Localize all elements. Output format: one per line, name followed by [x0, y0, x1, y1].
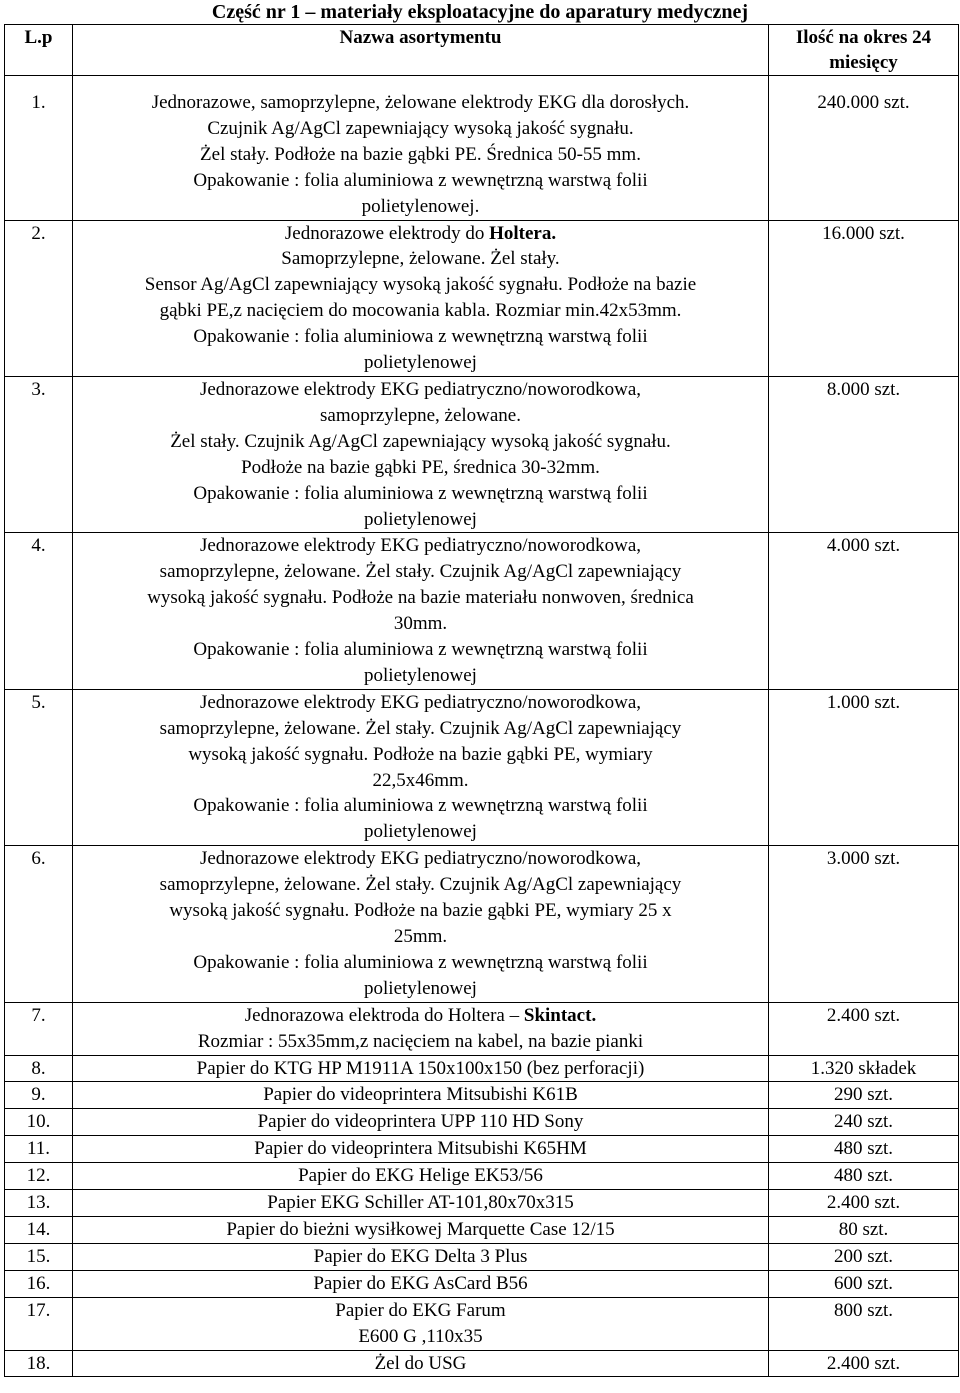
- row-desc-line: 25mm.: [393, 926, 448, 947]
- row-description: [73, 376, 769, 532]
- row-desc-line: [75, 1003, 766, 1029]
- row-qty: 8.000 szt.: [769, 376, 959, 532]
- row-qty: 240 szt.: [769, 1109, 959, 1136]
- row-desc-line: Podłoże na bazie gąbki PE, średnica 30-32mm.: [241, 456, 600, 478]
- table-row: [5, 846, 959, 1002]
- row-qty: 600 szt.: [769, 1270, 959, 1297]
- row-description: Papier do EKG Delta 3 Plus: [73, 1243, 769, 1270]
- row-lp: 3.: [5, 376, 73, 532]
- row-desc-line: Opakowanie : folia aluminiowa z wewnętrzną warstwą folii: [193, 951, 648, 973]
- row-lp: 12.: [5, 1163, 73, 1190]
- table-row: [5, 1082, 959, 1109]
- row-description: Papier do KTG HP M1911A 150x100x150 (bez perforacji): [73, 1055, 769, 1082]
- row-lp: 6.: [5, 846, 73, 1002]
- row-qty: 240.000 szt.: [769, 90, 959, 220]
- table-row: [5, 90, 959, 220]
- row-desc-line: samoprzylepne, żelowane. Żel stały. Czujnik Ag/AgCl zapewniający: [159, 874, 682, 896]
- header-lp: L.p: [5, 25, 73, 76]
- row-desc-line: Żel stały. Czujnik Ag/AgCl zapewniający wysoką jakość sygnału.: [170, 430, 671, 452]
- row-desc-line: 30mm.: [393, 613, 448, 635]
- table-row: [5, 1163, 959, 1190]
- row-lp: 9.: [5, 1082, 73, 1109]
- row-qty: 2.400 szt.: [769, 1190, 959, 1217]
- table-row: [5, 1136, 959, 1163]
- table-row: [5, 533, 959, 689]
- row-desc-line: Jednorazowe elektrody EKG pediatryczno/noworodkowa,: [199, 535, 642, 557]
- table-row: [5, 1055, 959, 1082]
- row-description: [73, 220, 769, 376]
- row-desc-line: 22,5x46mm.: [372, 769, 469, 791]
- row-desc-line: samoprzylepne, żelowane. Żel stały. Czujnik Ag/AgCl zapewniający: [159, 561, 682, 583]
- table-row: [5, 1216, 959, 1243]
- row-desc-line: Opakowanie : folia aluminiowa z wewnętrzną warstwą folii: [193, 169, 648, 191]
- row-desc-line: polietylenowej: [364, 821, 477, 843]
- row-desc-bold: Holtera.: [489, 222, 557, 244]
- row-desc-line: polietylenowej: [364, 664, 477, 686]
- row-lp: 7.: [5, 1002, 73, 1055]
- row-lp: 15.: [5, 1243, 73, 1270]
- table-row: [5, 689, 959, 845]
- row-desc-line: samoprzylepne, żelowane. Żel stały. Czujnik Ag/AgCl zapewniający: [159, 717, 682, 739]
- row-description: Papier EKG Schiller AT-101,80x70x315: [73, 1190, 769, 1217]
- header-qty: [769, 25, 959, 76]
- header-name: Nazwa asortymentu: [73, 25, 769, 76]
- row-qty: 4.000 szt.: [769, 533, 959, 689]
- document-title: Część nr 1 – materiały eksploatacyjne do aparatury medycznej: [211, 1, 749, 23]
- row-desc-line: [75, 221, 766, 247]
- row-desc-line: wysoką jakość sygnału. Podłoże na bazie materiału nonwoven, średnica: [147, 587, 694, 609]
- row-description: Papier do bieżni wysiłkowej Marquette Case 12/15: [73, 1216, 769, 1243]
- row-qty: 1.320 składek: [769, 1055, 959, 1082]
- row-lp: 4.: [5, 533, 73, 689]
- table-row: [5, 1297, 959, 1350]
- row-lp: 10.: [5, 1109, 73, 1136]
- row-lp: 2.: [5, 220, 73, 376]
- row-desc-prefix: Jednorazowe elektrody do: [284, 222, 490, 244]
- table-row: [5, 1109, 959, 1136]
- row-description: [73, 846, 769, 1002]
- row-desc-line: Sensor Ag/AgCl zapewniający wysoką jakość sygnału. Podłoże na bazie: [144, 274, 697, 296]
- items-table: [4, 24, 959, 1377]
- row-lp: 5.: [5, 689, 73, 845]
- row-desc-line: Samoprzylepne, żelowane. Żel stały.: [281, 248, 560, 270]
- row-qty: 2.400 szt.: [769, 1350, 959, 1377]
- row-qty: 290 szt.: [769, 1082, 959, 1109]
- row-desc-line: Rozmiar : 55x35mm,z nacięciem na kabel, na bazie pianki: [197, 1030, 644, 1052]
- row-desc-line: gąbki PE,z nacięciem do mocowania kabla. Rozmiar min.42x53mm.: [159, 300, 682, 322]
- row-desc-prefix: Jednorazowa elektroda do Holtera –: [244, 1004, 524, 1026]
- row-desc-line: polietylenowej.: [361, 195, 480, 217]
- row-lp: 14.: [5, 1216, 73, 1243]
- row-desc-line: polietylenowej: [364, 508, 477, 530]
- row-description: [73, 1297, 769, 1350]
- row-description: [73, 533, 769, 689]
- table-row: [5, 1243, 959, 1270]
- row-lp: 8.: [5, 1055, 73, 1082]
- row-qty: 1.000 szt.: [769, 689, 959, 845]
- row-description: Papier do videoprintera Mitsubishi K61B: [73, 1082, 769, 1109]
- row-qty: 80 szt.: [769, 1216, 959, 1243]
- row-lp: 1.: [5, 90, 73, 220]
- row-lp: 16.: [5, 1270, 73, 1297]
- row-lp: 13.: [5, 1190, 73, 1217]
- row-qty: 16.000 szt.: [769, 220, 959, 376]
- row-desc-line: wysoką jakość sygnału. Podłoże na bazie gąbki PE, wymiary: [188, 743, 653, 765]
- header-spacer-row: [5, 76, 959, 91]
- row-desc-line: polietylenowej: [364, 352, 477, 374]
- row-lp: 11.: [5, 1136, 73, 1163]
- row-desc-line: polietylenowej: [364, 977, 477, 999]
- row-qty: 2.400 szt.: [769, 1002, 959, 1055]
- row-qty: 480 szt.: [769, 1163, 959, 1190]
- table-row: [5, 1270, 959, 1297]
- row-desc-line: Żel stały. Podłoże na bazie gąbki PE. Średnica 50-55 mm.: [200, 143, 641, 165]
- row-desc-line: Jednorazowe elektrody EKG pediatryczno/noworodkowa,: [199, 848, 642, 870]
- table-header-row: [5, 25, 959, 76]
- row-qty: 480 szt.: [769, 1136, 959, 1163]
- row-desc-line: Czujnik Ag/AgCl zapewniający wysoką jakość sygnału.: [207, 117, 634, 139]
- header-qty-line1: Ilość na okres 24: [795, 27, 932, 48]
- row-desc-line: E600 G ,110x35: [358, 1325, 483, 1347]
- row-description: [73, 1002, 769, 1055]
- row-description: [73, 689, 769, 845]
- row-description: Papier do EKG AsCard B56: [73, 1270, 769, 1297]
- row-lp: 18.: [5, 1350, 73, 1377]
- row-desc-line: Opakowanie : folia aluminiowa z wewnętrzną warstwą folii: [193, 326, 648, 348]
- row-desc-line: samoprzylepne, żelowane.: [320, 404, 521, 426]
- row-desc-line: Opakowanie : folia aluminiowa z wewnętrzną warstwą folii: [193, 639, 648, 661]
- row-desc-line: Opakowanie : folia aluminiowa z wewnętrzną warstwą folii: [193, 482, 648, 504]
- row-qty: 3.000 szt.: [769, 846, 959, 1002]
- row-desc-line: wysoką jakość sygnału. Podłoże na bazie gąbki PE, wymiary 25 x: [169, 900, 672, 922]
- table-row: [5, 220, 959, 376]
- header-qty-line2: miesięcy: [829, 52, 898, 73]
- row-desc-bold: Skintact.: [523, 1004, 597, 1026]
- table-row: [5, 1002, 959, 1055]
- row-description: [73, 90, 769, 220]
- row-desc-line: Jednorazowe elektrody EKG pediatryczno/noworodkowa,: [199, 378, 642, 400]
- row-description: Żel do USG: [73, 1350, 769, 1377]
- row-description: Papier do EKG Helige EK53/56: [73, 1163, 769, 1190]
- row-description: Papier do videoprintera Mitsubishi K65HM: [73, 1136, 769, 1163]
- row-lp: 17.: [5, 1297, 73, 1350]
- row-desc-line: Papier do EKG Farum: [335, 1299, 506, 1321]
- row-qty: 200 szt.: [769, 1243, 959, 1270]
- table-row: [5, 1190, 959, 1217]
- row-description: Papier do videoprintera UPP 110 HD Sony: [73, 1109, 769, 1136]
- table-row: [5, 1350, 959, 1377]
- row-qty: 800 szt.: [769, 1297, 959, 1350]
- row-desc-line: Jednorazowe elektrody EKG pediatryczno/noworodkowa,: [199, 691, 642, 713]
- row-desc-line: Opakowanie : folia aluminiowa z wewnętrzną warstwą folii: [193, 795, 648, 817]
- row-desc-line: Jednorazowe, samoprzylepne, żelowane elektrody EKG dla dorosłych.: [151, 92, 690, 113]
- table-row: [5, 376, 959, 532]
